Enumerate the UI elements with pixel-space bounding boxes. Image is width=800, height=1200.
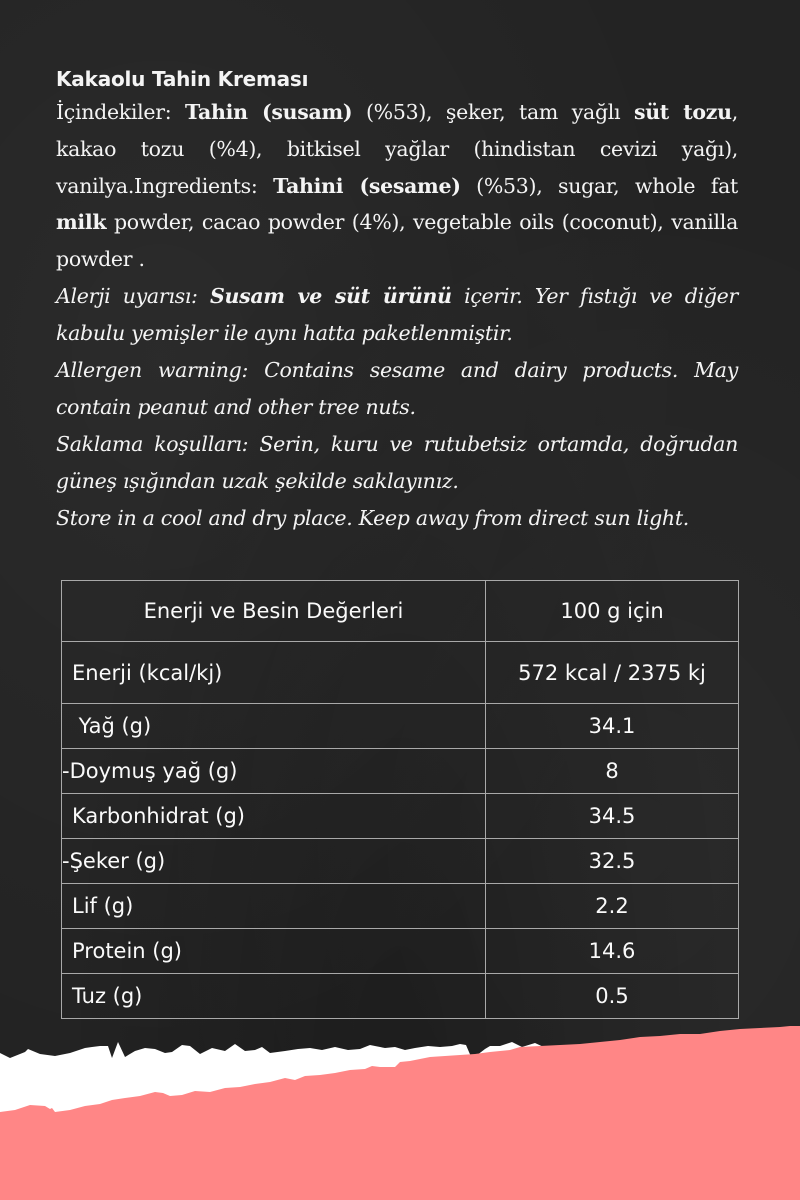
row-value: 8	[486, 749, 739, 794]
row-value: 14.6	[486, 929, 739, 974]
ingredients-tr-text: (%53), şeker, tam yağlı	[352, 100, 634, 124]
allergen-tahin: Tahin (susam)	[185, 100, 353, 124]
ingredients-tr-text-2: , kakao tozu (%4), bitkisel yağlar (hindistan cevizi yağı), vanilya.	[56, 100, 738, 198]
storage-conditions-tr: Saklama koşulları: Serin, kuru ve rutubetsiz ortamda, doğrudan güneş ışığından uzak şekilde saklayınız.	[56, 431, 738, 493]
table-row	[62, 642, 739, 704]
torn-paper-decoration	[0, 1020, 800, 1200]
row-value: 32.5	[486, 839, 739, 884]
row-value: 34.5	[486, 794, 739, 839]
row-label: Karbonhidrat (g)	[62, 794, 486, 839]
label-content	[56, 64, 738, 537]
row-label: Yağ (g)	[62, 704, 486, 749]
nutrition-table	[61, 580, 739, 1019]
allergen-sut-tozu: süt tozu	[633, 100, 732, 124]
allergy-tr-label: Alerji uyarısı:	[56, 283, 210, 308]
nutrition-header-per100g: 100 g için	[486, 581, 739, 642]
allergy-warning-tr	[56, 278, 738, 352]
ingredients-tr-label: İçindekiler:	[56, 100, 186, 124]
table-row	[62, 704, 739, 749]
table-row	[62, 839, 739, 884]
row-value: 572 kcal / 2375 kj	[486, 642, 739, 704]
ingredients-en-text: (%53), sugar, whole fat	[460, 173, 738, 198]
row-label: -Şeker (g)	[62, 839, 486, 884]
table-row	[62, 794, 739, 839]
allergy-tr-bold: Susam ve süt ürünü	[209, 283, 452, 308]
row-label: Enerji (kcal/kj)	[62, 642, 486, 704]
ingredients-en-label: Ingredients:	[134, 173, 274, 198]
table-row	[62, 929, 739, 974]
row-value: 2.2	[486, 884, 739, 929]
row-label: Tuz (g)	[62, 974, 486, 1019]
allergy-warning-en: Allergen warning: Contains sesame and dairy products. May contain peanut and other tree nuts.	[56, 357, 738, 419]
ingredients-text	[56, 94, 738, 278]
storage-conditions-en: Store in a cool and dry place. Keep away from direct sun light.	[56, 505, 689, 530]
row-label: -Doymuş yağ (g)	[62, 749, 486, 794]
table-row	[62, 884, 739, 929]
nutrition-header-label: Enerji ve Besin Değerleri	[62, 581, 486, 642]
row-label: Protein (g)	[62, 929, 486, 974]
ingredients-en-text-2: powder, cacao powder (4%), vegetable oils (coconut), vanilla powder .	[56, 210, 738, 272]
allergen-milk: milk	[56, 210, 107, 235]
row-value: 34.1	[486, 704, 739, 749]
nutrition-header-row	[62, 581, 739, 642]
row-label: Lif (g)	[62, 884, 486, 929]
table-row	[62, 749, 739, 794]
allergen-tahini: Tahini (sesame)	[273, 173, 461, 198]
row-value: 0.5	[486, 974, 739, 1019]
allergy-tr-text: içerir. Yer fıstığı ve diğer kabulu yemişler ile aynı hatta paketlenmiştir.	[56, 283, 738, 345]
table-row	[62, 974, 739, 1019]
product-title: Kakaolu Tahin Kreması	[56, 67, 309, 91]
